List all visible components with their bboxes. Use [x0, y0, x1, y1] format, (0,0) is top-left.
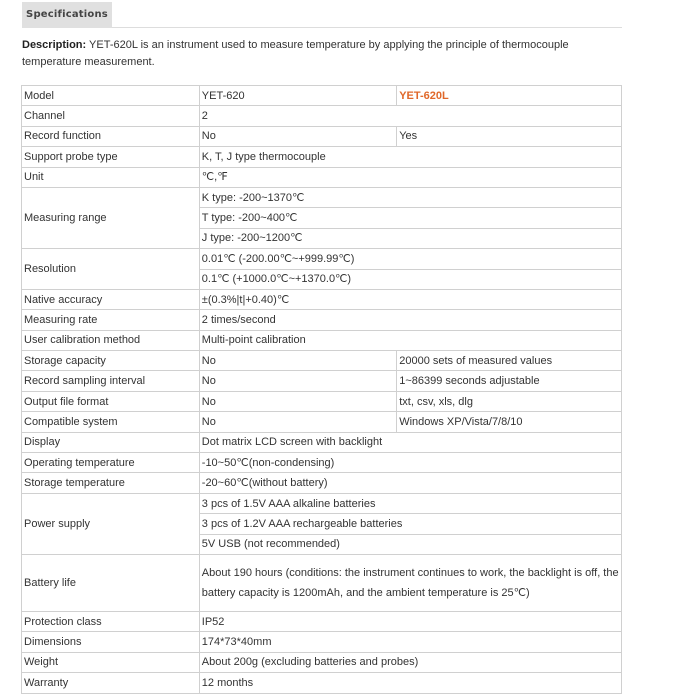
description-label: Description: — [22, 39, 87, 51]
row-value: 3 pcs of 1.5V AAA alkaline batteries — [199, 493, 621, 513]
row-value: About 190 hours (conditions: the instrument continues to work, the backlight is off, the battery capacity is 1200mAh, and the ambient temperature is 25℃) — [199, 554, 621, 611]
table-row-storage-temp — [22, 473, 622, 493]
row-value: Dot matrix LCD screen with backlight — [199, 432, 621, 452]
table-row-compatible-system — [22, 412, 622, 432]
row-value-a: No — [199, 351, 396, 371]
row-value: K type: -200~1370℃ — [199, 187, 621, 207]
table-row-model — [22, 86, 622, 106]
row-label: Power supply — [22, 493, 200, 554]
row-value: 5V USB (not recommended) — [199, 534, 621, 554]
row-value-b: 20000 sets of measured values — [397, 351, 622, 371]
row-value-b: txt, csv, xls, dlg — [397, 391, 622, 411]
row-value-a: No — [199, 371, 396, 391]
row-label: Display — [22, 432, 200, 452]
table-row-record-function — [22, 126, 622, 146]
row-value: -20~60℃(without battery) — [199, 473, 621, 493]
row-value: 2 times/second — [199, 310, 621, 330]
row-label: Record sampling interval — [22, 371, 200, 391]
row-value: 3 pcs of 1.2V AAA rechargeable batteries — [199, 514, 621, 534]
tab-specifications[interactable]: Specifications — [22, 2, 112, 28]
row-label: Measuring rate — [22, 310, 200, 330]
row-label: Storage capacity — [22, 351, 200, 371]
row-value-a: No — [199, 126, 396, 146]
row-label: User calibration method — [22, 330, 200, 350]
row-value: ℃,℉ — [199, 167, 621, 187]
row-label: Dimensions — [22, 632, 200, 652]
table-row-weight — [22, 652, 622, 672]
row-value: 0.01℃ (-200.00℃~+999.99℃) — [199, 249, 621, 269]
row-value-a: No — [199, 412, 396, 432]
row-label: Battery life — [22, 554, 200, 611]
table-row-power-supply — [22, 493, 622, 513]
row-value: About 200g (excluding batteries and probes) — [199, 652, 621, 672]
table-row-warranty — [22, 673, 622, 693]
table-row-unit — [22, 167, 622, 187]
model-yet620l: YET-620L — [397, 86, 622, 106]
row-value: 2 — [199, 106, 621, 126]
row-label: Support probe type — [22, 147, 200, 167]
table-row-storage-capacity — [22, 351, 622, 371]
row-label: Channel — [22, 106, 200, 126]
table-row-battery-life — [22, 554, 622, 611]
row-value: Multi-point calibration — [199, 330, 621, 350]
row-label: Weight — [22, 652, 200, 672]
row-label: Compatible system — [22, 412, 200, 432]
row-value: 174*73*40mm — [199, 632, 621, 652]
row-label: Measuring range — [22, 187, 200, 248]
description-text: YET-620L is an instrument used to measure temperature by applying the principle of thermocouple temperature measurement. — [22, 39, 569, 68]
model-yet620: YET-620 — [199, 86, 396, 106]
row-value: IP52 — [199, 611, 621, 631]
row-label: Resolution — [22, 249, 200, 290]
row-label: Storage temperature — [22, 473, 200, 493]
row-value: -10~50℃(non-condensing) — [199, 453, 621, 473]
table-row-channel — [22, 106, 622, 126]
row-value-b: Yes — [397, 126, 622, 146]
row-label: Record function — [22, 126, 200, 146]
row-label: Unit — [22, 167, 200, 187]
table-row-protection-class — [22, 611, 622, 631]
table-row-probe-type — [22, 147, 622, 167]
table-row-calibration — [22, 330, 622, 350]
row-label: Native accuracy — [22, 289, 200, 309]
row-value-b: 1~86399 seconds adjustable — [397, 371, 622, 391]
specifications-table — [21, 85, 622, 694]
table-row-measuring-range — [22, 187, 622, 207]
row-value: 12 months — [199, 673, 621, 693]
row-value: 0.1℃ (+1000.0℃~+1370.0℃) — [199, 269, 621, 289]
row-label: Warranty — [22, 673, 200, 693]
table-row-native-accuracy — [22, 289, 622, 309]
row-value-b: Windows XP/Vista/7/8/10 — [397, 412, 622, 432]
row-value: K, T, J type thermocouple — [199, 147, 621, 167]
table-row-resolution — [22, 249, 622, 269]
product-description — [22, 37, 622, 71]
table-row-sampling-interval — [22, 371, 622, 391]
row-value: T type: -200~400℃ — [199, 208, 621, 228]
table-row-display — [22, 432, 622, 452]
row-value: ±(0.3%|t|+0.40)℃ — [199, 289, 621, 309]
tab-bar — [22, 0, 622, 28]
row-label: Protection class — [22, 611, 200, 631]
table-row-output-format — [22, 391, 622, 411]
table-row-measuring-rate — [22, 310, 622, 330]
row-label: Model — [22, 86, 200, 106]
row-label: Output file format — [22, 391, 200, 411]
table-row-dimensions — [22, 632, 622, 652]
row-label: Operating temperature — [22, 453, 200, 473]
row-value-a: No — [199, 391, 396, 411]
row-value: J type: -200~1200℃ — [199, 228, 621, 248]
table-row-operating-temp — [22, 453, 622, 473]
